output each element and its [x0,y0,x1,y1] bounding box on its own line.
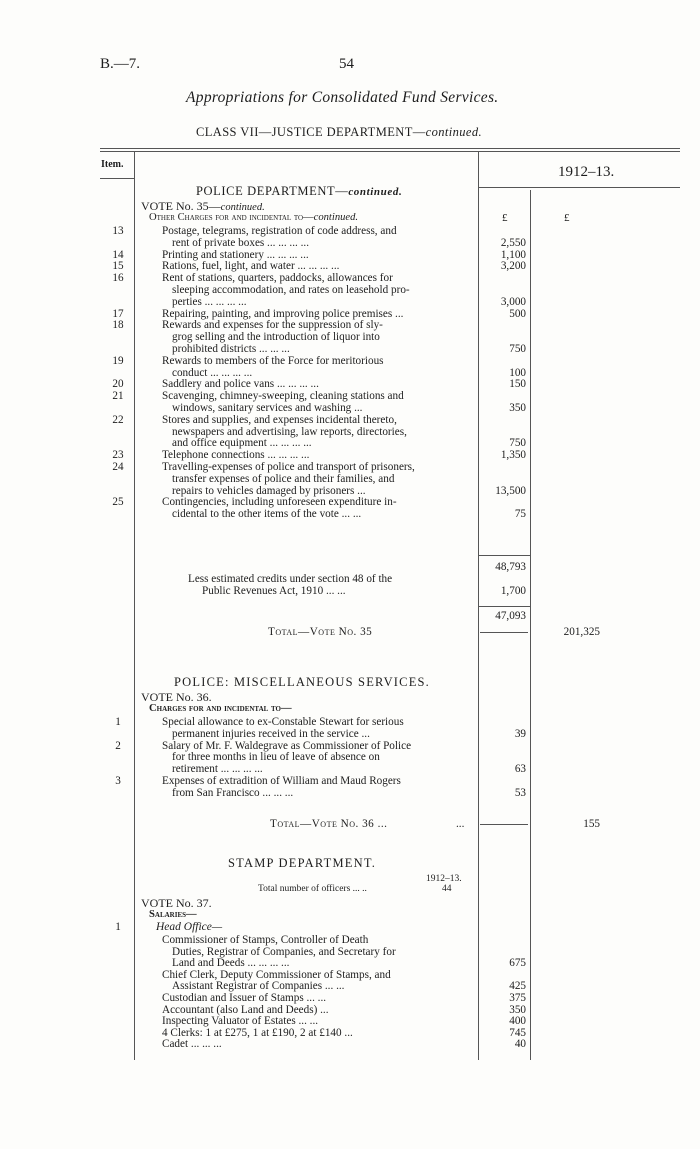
item-amount: 400 [509,1015,526,1028]
item-text: rent of private boxes ... ... ... ... [172,236,310,249]
item-number: 23 [112,449,124,462]
item-amount: 13,500 [495,484,526,497]
item-text: grog selling and the introduction of liquor into [172,331,380,344]
item-text: windows, sanitary services and washing ... [172,402,363,414]
item-text: Inspecting Valuator of Estates ... ... [162,1015,319,1028]
item-text: Rewards and expenses for the suppression of sly- [162,319,383,332]
item-amount: 675 [509,957,526,970]
charges-heading-main: Other Charges for and incidental to— [149,212,314,223]
item-amount: 3,200 [500,260,526,273]
item-text: Rations, fuel, light, and water ... ... ... ... [162,260,340,273]
item-number: 18 [112,319,124,332]
item-amount: 40 [514,1038,526,1051]
item-number: 19 [112,354,124,367]
head-office-heading: Head Office— [156,921,223,933]
class-title-cont: continued. [425,125,483,139]
item-text: Duties, Registrar of Companies, and Secretary for [172,945,396,958]
total-36-dash [480,824,528,825]
item-number: 13 [112,225,124,237]
charges-heading [149,212,358,223]
item-text: repairs to vehicles damaged by prisoners ... [172,484,366,497]
item-text: Custodian and Issuer of Stamps ... ... [162,992,327,1004]
item-text: for three months in lieu of leave of absence on [172,751,380,764]
vote-37: VOTE No. 37. [141,896,212,910]
item-amount: 745 [509,1026,526,1039]
police-heading-cont: continued. [348,186,403,198]
item-text: prohibited districts ... ... ... [172,343,290,355]
item-number: 24 [112,461,124,473]
total-35-label: Total—Vote No. 35 [268,626,373,638]
class-title-main: CLASS VII—JUSTICE DEPARTMENT— [196,125,426,139]
item-text: Printing and stationery ... ... ... ... [162,248,309,261]
item-amount: 750 [509,343,526,355]
item-number: 16 [112,272,124,285]
item-number: 2 [115,739,121,752]
misc-heading: POLICE: MISCELLANEOUS SERVICES. [174,675,431,689]
officers-count: 44 [442,884,452,894]
item-amount: 53 [514,786,526,799]
item-text: perties ... ... ... ... [172,295,247,308]
item-text: Land and Deeds ... ... ... ... [172,957,290,970]
item-text: Stores and supplies, and expenses incidental thereto, [162,413,397,426]
item-text: Contingencies, including unforeseen expenditure in- [162,496,397,509]
item-text: Chief Clerk, Deputy Commissioner of Stamps, and [162,968,391,981]
item-text: permanent injuries received in the service ... [172,727,370,740]
total-36-label: Total—Vote No. 36 ... [270,818,388,830]
item-text: Expenses of extradition of William and Maud Rogers [162,775,401,787]
currency-col-2: £ [564,212,570,224]
item-text: Repairing, painting, and improving police premises ... [162,307,404,320]
item-amount: 425 [509,980,526,993]
item-amount: 100 [509,366,526,379]
less-line-1: Less estimated credits under section 48 of the [188,573,393,585]
officers-year: 1912–13. [426,874,462,884]
item-amount: 63 [514,763,526,776]
total-35-dash [480,632,528,633]
total-36-amount: 155 [583,818,600,830]
net-rule [478,606,530,607]
item-amount: 3,000 [500,295,526,308]
item-number: 21 [112,390,124,403]
item-text: Salary of Mr. F. Waldegrave as Commissioner of Police [162,739,412,752]
item-text: newspapers and advertising, law reports, directories, [172,425,407,438]
item-text: sleeping accommodation, and rates on leasehold pro- [172,284,410,296]
total-column-rule [530,190,531,1060]
item-underline [100,178,134,179]
item-amount: 150 [509,378,526,391]
item-text: Scavenging, chimney-sweeping, cleaning stations and [162,390,404,403]
item-number: 25 [112,496,124,509]
item-amount: 350 [509,402,526,414]
item-amount: 350 [509,1003,526,1016]
item-text: Rewards to members of the Force for meritorious [162,354,384,367]
net-amount: 47,093 [495,610,526,622]
item-text: Travelling-expenses of police and transport of prisoners, [162,461,415,473]
item-text: from San Francisco ... ... ... [172,786,294,799]
top-rule-2 [100,151,680,152]
item-text: Saddlery and police vans ... ... ... ... [162,378,319,391]
item-amount: 1,350 [500,449,526,462]
paper-code: B.—7. [100,56,141,72]
item-amount: 2,550 [500,236,526,249]
vote-35-cont: continued. [220,202,265,213]
item-number: 1 [115,716,121,728]
misc-charges-heading: Charges for and incidental to— [149,703,292,714]
item-text: Assistant Registrar of Companies ... ... [172,980,345,993]
police-heading-main: POLICE DEPARTMENT— [196,184,349,198]
item-text: 4 Clerks: 1 at £275, 1 at £190, 2 at £140 ... [162,1026,353,1039]
year-label: 1912–13. [558,164,615,180]
item-amount: 39 [514,727,526,740]
officers-label: Total number of officers ... .. [258,884,367,894]
page-number: 54 [339,56,354,72]
item-number: 3 [115,775,121,787]
item-column-rule [134,152,135,1060]
item-text: and office equipment ... ... ... ... [172,437,312,450]
year-underline [478,187,680,188]
subtotal-rule [478,555,530,556]
item-text: conduct ... ... ... ... [172,366,253,379]
item-text: transfer expenses of police and their families, and [172,472,395,485]
item-number: 20 [112,378,124,391]
charges-heading-cont: continued. [313,212,359,223]
less-amount: 1,700 [500,585,526,597]
less-line-2: Public Revenues Act, 1910 ... ... [202,585,346,597]
total-36-dots: ... [456,818,465,830]
item-text: retirement ... ... ... ... [172,763,263,776]
item-text: Postage, telegrams, registration of code address, and [162,225,397,237]
currency-col-1: £ [502,212,508,224]
item-text: cidental to the other items of the vote ... ... [172,508,362,521]
item-amount: 75 [514,508,526,521]
item-amount: 750 [509,437,526,450]
vote-35-main: VOTE No. 35— [141,199,221,213]
item-number: 17 [112,307,124,320]
police-heading [196,184,402,199]
salaries-heading: Salaries— [149,909,197,920]
item-label: Item. [101,159,124,170]
item-number: 14 [112,248,124,261]
item-text: Special allowance to ex-Constable Stewart for serious [162,716,404,728]
running-title: Appropriations for Consolidated Fund Services. [186,89,499,106]
top-rule [100,148,680,149]
item-amount: 500 [509,307,526,320]
item-text: Accountant (also Land and Deeds) ... [162,1003,329,1016]
item-text: Telephone connections ... ... ... ... [162,449,310,462]
stamp-item-number: 1 [115,921,121,933]
vote-36: VOTE No. 36. [141,690,212,704]
total-35-amount: 201,325 [563,626,600,638]
class-title [196,125,482,140]
item-number: 15 [112,260,124,273]
stamp-heading: STAMP DEPARTMENT. [228,856,377,870]
item-number: 22 [112,413,124,426]
subtotal-amount: 48,793 [495,561,526,573]
item-text: Commissioner of Stamps, Controller of Death [162,934,369,946]
item-text: Cadet ... ... ... [162,1038,222,1051]
item-amount: 1,100 [500,248,526,261]
item-amount: 375 [509,992,526,1004]
item-text: Rent of stations, quarters, paddocks, allowances for [162,272,393,285]
